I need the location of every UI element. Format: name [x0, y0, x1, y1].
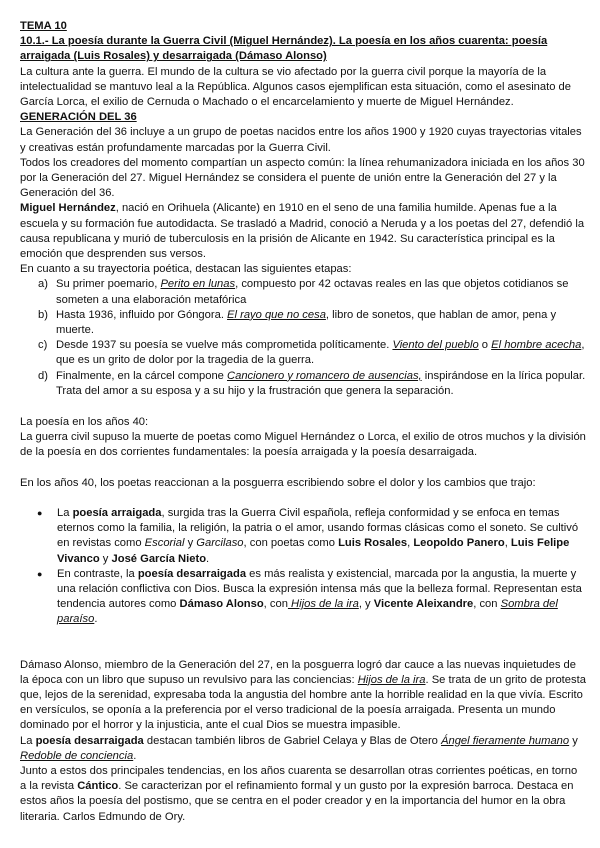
bullet-text: , surgida tras la Guerra Civil española, refleja conformidad y se enfoca en temas eternos como la familia, la religión, la patria o el amor, usando formas clásicas como el soneto. Se cultivó en revistas como [57, 506, 579, 550]
list-marker: d) [38, 369, 48, 382]
generation-36-paragraph-1: La Generación del 36 incluye a un grupo de poetas nacidos entre los años 1900 y 1920 cuyas trayectorias vitales y creativas están profundamente marcadas por la Guerra Civil. [20, 126, 582, 154]
spacer [20, 491, 586, 506]
magazine-title: Escorial [144, 537, 185, 550]
stage-text: , compuesto por 42 octavas reales en las que objetos cotidianos se someten a una elaboración metafórica [56, 278, 569, 306]
term-desarraigada: poesía desarraigada [137, 567, 247, 580]
bullet-marker: ● [37, 568, 43, 579]
list-item-desarraigada [20, 567, 586, 628]
stage-text: Hasta 1936, influido por Góngora. [56, 308, 228, 321]
cantico-paragraph [20, 764, 586, 825]
stage-text: , libro de sonetos, que hablan de amor, pena y muerte. [56, 308, 557, 337]
stages-intro: En cuanto a su trayectoria poética, destacan las siguientes etapas: [20, 263, 352, 276]
generation-36-heading: GENERACIÓN DEL 36 [20, 111, 137, 124]
list-item-arraigada [20, 506, 586, 567]
bullet-text: . [94, 613, 98, 626]
spacer [20, 399, 586, 415]
magazine-title: Cántico [77, 780, 119, 793]
list-item [20, 369, 586, 399]
poet-name: Dámaso Alonso [179, 598, 264, 611]
work-title: Redoble de conciencia [20, 749, 134, 762]
bullet-text: . [206, 552, 210, 565]
term-desarraigada: poesía desarraigada [35, 734, 144, 747]
list-item [20, 308, 586, 338]
bullet-text: y [184, 537, 197, 550]
poet-name: Leopoldo Panero [413, 537, 505, 550]
bullet-marker: ● [37, 507, 43, 518]
list-marker: b) [38, 308, 48, 321]
poet-name: José García Nieto [111, 552, 207, 565]
bullet-text: , con poetas como [243, 537, 339, 550]
spacer [20, 628, 586, 643]
section-heading-line-2: arraigada (Luis Rosales) y desarraigada (Dámaso Alonso) [20, 50, 327, 63]
intro-paragraph: La cultura ante la guerra. El mundo de la cultura se vio afectado por la guerra civil porque la mayoría de la intelectualidad se mantuvo leal a la República. Algunos casos ejemplifican esta situación, como el asesinato de García Lorca, el exilio de Cernuda o Machado o el encarcelamiento y muerte de Miguel Hernández. [20, 65, 572, 109]
work-title: Hijos de la ira [357, 673, 426, 686]
work-title: Cancionero y romancero de ausencias, [227, 369, 422, 382]
document-page [20, 19, 586, 825]
stages-list [20, 277, 586, 399]
work-title: El hombre acecha [491, 339, 582, 352]
work-title: Hijos de la ira [287, 598, 359, 611]
section-heading-line-1: 10.1.- La poesía durante la Guerra Civil (Miguel Hernández). La poesía en los años cuarenta: poesía [20, 35, 548, 48]
list-marker: a) [38, 278, 48, 291]
poet-name: Vicente Aleixandre [373, 598, 474, 611]
list-item [20, 338, 586, 368]
work-title: Sombra del paraíso [57, 598, 558, 626]
bullet-text: , y [358, 598, 374, 611]
paragraph-text: destacan también libros de Gabriel Celaya y Blas de Otero [143, 734, 442, 747]
bullet-text: La [57, 506, 73, 519]
bullet-text: es más realista y existencial, marcada por la angustia, la muerte y una relación conflictiva con Dios. Busca la expresión intensa más que la belleza formal. Representan esta tendencia autores como [57, 567, 582, 611]
forties-paragraph-1: La guerra civil supuso la muerte de poetas como Miguel Hernández o Lorca, el exilio de otros muchos y la división de la poesía en dos corrientes fundamentales: la poesía arraigada y la poesía desarraigada. [20, 431, 586, 459]
paragraph-text: . [133, 749, 137, 762]
term-arraigada: poesía arraigada [72, 506, 162, 519]
paragraph-text: Junto a estos dos principales tendencias, en los años cuarenta se desarrollan otras corrientes poéticas, en torno a la revista [20, 764, 578, 793]
poet-name: Luis Felipe Vivanco [57, 537, 570, 565]
stage-text: Su primer poemario, [56, 278, 161, 291]
paragraph-text: . Se trata de un grito de protesta que, lejos de la serenidad, expresaba toda la angustia del hombre ante la horrible realidad en la que vivía. Escrito en versículos, se oponía a la preferencia por el verso tradicional de la poesía arraigada. Presenta un mundo dominado por el horror y la injusticia, ante el cual Dios se muestra impasible. [20, 673, 586, 732]
work-title: Viento del pueblo [392, 339, 479, 352]
paragraph-text: La [20, 734, 36, 747]
stage-text: Finalmente, en la cárcel compone [56, 369, 228, 382]
generation-36-paragraph-2: Todos los creadores del momento compartían un aspecto común: la línea rehumanizadora iniciada en los años 30 por la Generación del 27. Miguel Hernández se considera el puente de unión entre la Generación del 27 y la Generación del 36. [20, 156, 585, 200]
bullet-text: , [504, 537, 511, 550]
hernandez-name: Miguel Hernández [20, 202, 116, 215]
desarraigada-extra-paragraph [20, 734, 586, 764]
stage-text: Desde 1937 su poesía se vuelve más comprometida políticamente. [56, 339, 393, 352]
work-title: Ángel fieramente humano [441, 734, 570, 747]
bullet-text: , con [473, 598, 501, 611]
stage-text: o [478, 339, 492, 352]
spacer [20, 461, 586, 476]
damaso-paragraph [20, 658, 586, 734]
work-title: El rayo que no cesa [227, 308, 326, 321]
work-title: Perito en lunas [160, 278, 236, 291]
paragraph-text: Dámaso Alonso, miembro de la Generación del 27, en la posguerra logró dar cauce a las nuevas inquietudes de la época con un libro que supuso un revulsivo para las conciencias: [20, 658, 576, 686]
poet-name: Luis Rosales [338, 537, 408, 550]
forties-heading: La poesía en los años 40: [20, 416, 149, 429]
hernandez-bio-text: , nació en Orihuela (Alicante) en 1910 en el seno de una familia humilde. Apenas fue a la escuela y su formación fue autodidacta. Se trasladó a Madrid, conoció a Neruda y a los poetas del 27, defendió la causa republicana y murió de tuberculosis en la prisión de Alicante en 1942. Su característica principal es la emoción que desprenden sus versos. [20, 202, 585, 261]
list-marker: c) [38, 339, 48, 352]
spacer [20, 643, 586, 658]
currents-list [20, 506, 586, 628]
topic-heading: TEMA 10 [20, 20, 67, 32]
list-item [20, 277, 586, 307]
bullet-text: En contraste, la [57, 567, 138, 580]
stage-text: inspirándose en la lírica popular. Trata del amor a su esposa y a su hijo y la frustración que genera la separación. [56, 369, 586, 397]
stage-text: , que es un grito de dolor por la tragedia de la guerra. [56, 339, 585, 367]
magazine-title: Garcilaso [196, 537, 244, 550]
paragraph-text: . Se caracterizan por el refinamiento formal y un gusto por la expresión barroca. Destaca en estos años la poesía del postismo, que se centra en el poder creador y en la importancia del humor en la obra literaria. Carlos Edmundo de Ory. [20, 780, 574, 823]
forties-paragraph-2: En los años 40, los poetas reaccionan a la posguerra escribiendo sobre el dolor y los cambios que trajo: [20, 476, 536, 489]
bullet-text: y [99, 552, 112, 565]
paragraph-text: y [569, 734, 578, 747]
bullet-text: , [407, 537, 414, 550]
hernandez-bio-paragraph [20, 201, 586, 262]
bullet-text: , con [263, 598, 288, 611]
